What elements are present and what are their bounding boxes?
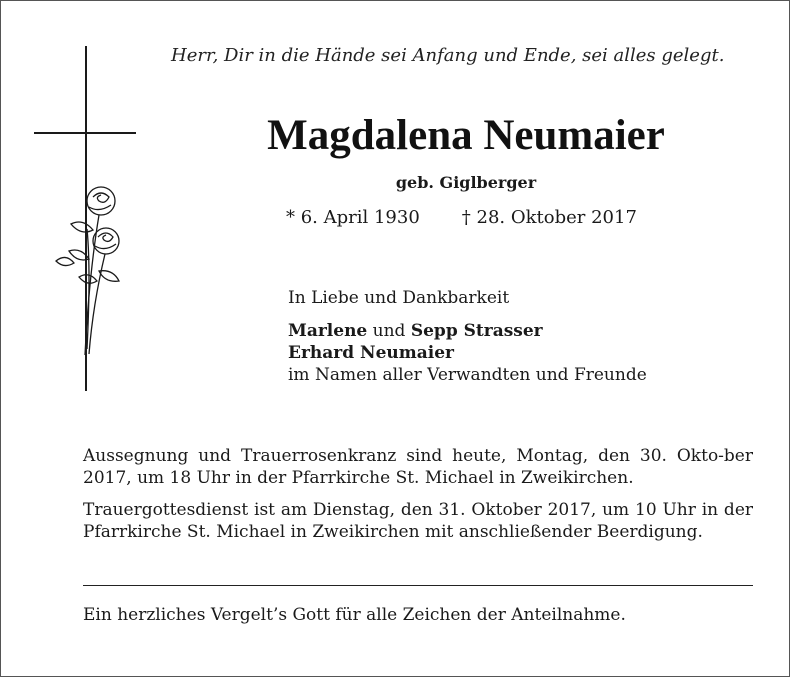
motto: Herr, Dir in die Hände sei Anfang und Ende, sei alles gelegt.: [171, 45, 725, 66]
mourner-name: Marlene: [288, 321, 368, 341]
mourners: [288, 320, 647, 386]
mourners-closing: im Namen aller Verwandten und Freunde: [288, 365, 647, 385]
cross-bar: [34, 132, 136, 134]
divider: [83, 585, 753, 586]
dedication: In Liebe und Dankbarkeit: [288, 288, 510, 308]
mourners-line-1: [288, 320, 647, 342]
roses-icon: [51, 179, 131, 359]
mourners-line-2: [288, 342, 647, 364]
birth-date: * 6. April 1930: [286, 207, 420, 228]
death-date: † 28. Oktober 2017: [461, 207, 637, 228]
mourner-connector: und: [367, 321, 411, 341]
funeral-mass-info: Trauergottesdienst ist am Dienstag, den 31. Oktober 2017, um 10 Uhr in der Pfarrkirche St. Michael in Zweikirchen mit anschließender Beerdigung.: [83, 500, 753, 542]
rosary-info: Aussegnung und Trauerrosenkranz sind heute, Montag, den 30. Okto-ber 2017, um 18 Uhr in der Pfarrkirche St. Michael in Zweikirchen.: [83, 446, 753, 488]
mourner-name: Sepp Strasser: [410, 321, 543, 341]
mourner-name: Erhard Neumaier: [288, 343, 454, 363]
thanks-line: Ein herzliches Vergelt’s Gott für alle Zeichen der Anteilnahme.: [83, 605, 626, 625]
maiden-name: geb. Giglberger: [395, 173, 537, 192]
deceased-name: Magdalena Neumaier: [267, 112, 665, 159]
life-dates: [286, 207, 637, 228]
